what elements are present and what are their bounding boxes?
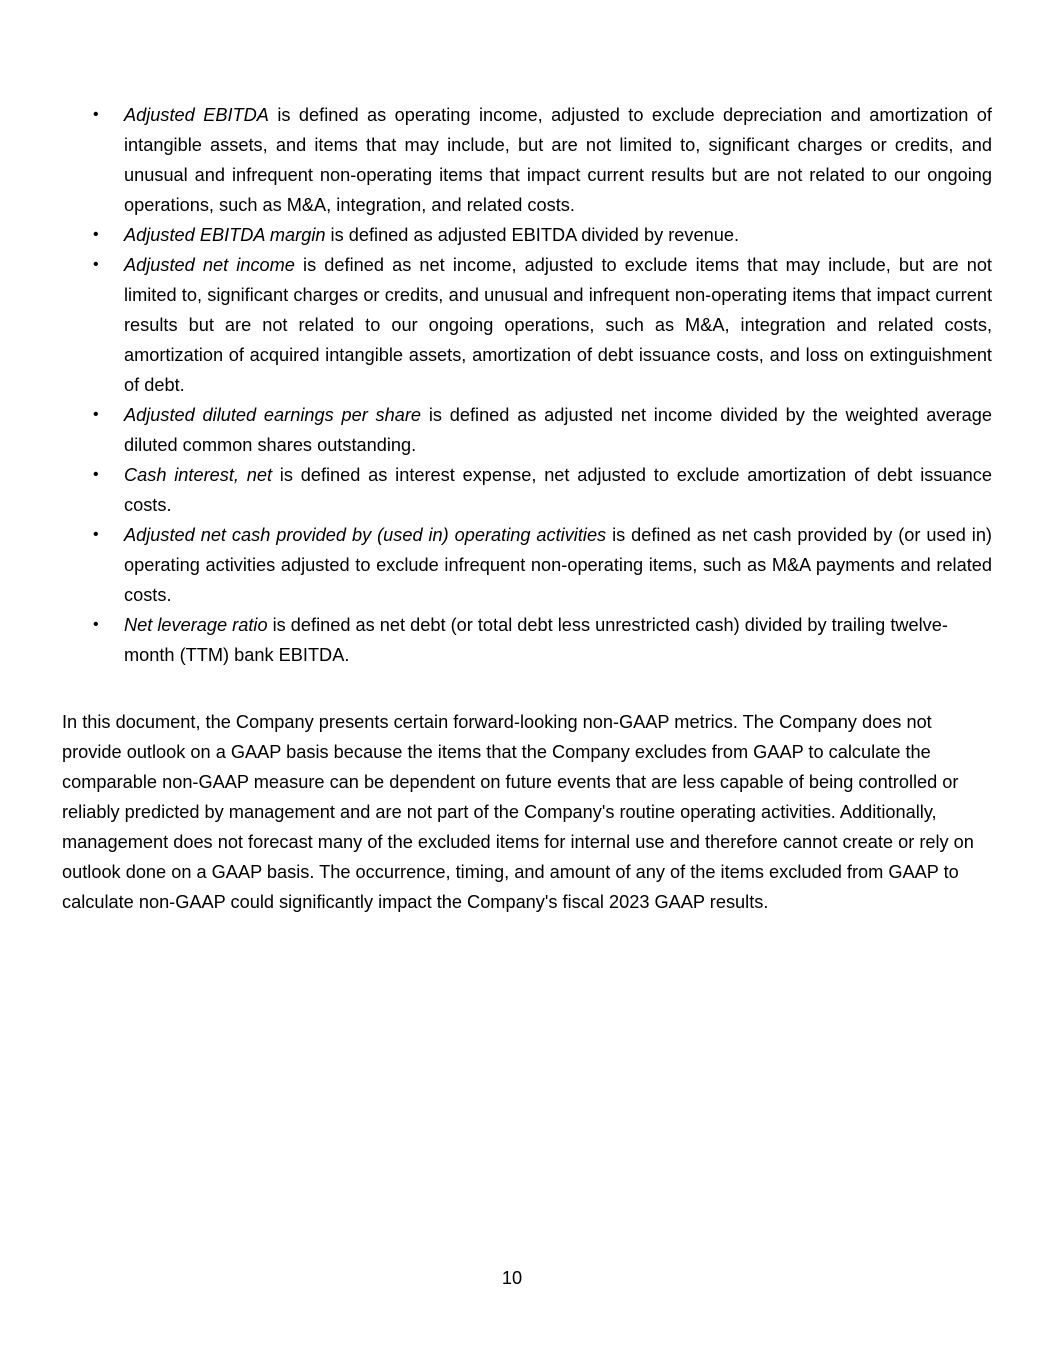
definition-text: is defined as interest expense, net adjusted to exclude amortization of debt issuance costs. [124, 465, 992, 515]
definition-adjusted-net-income [62, 250, 992, 400]
definition-text: is defined as net income, adjusted to exclude items that may include, but are not limited to, significant charges or credits, and unusual and infrequent non-operating items that impact current results but are not related to our ongoing operations, such as M&A, integration and related costs, amortization of acquired intangible assets, amortization of debt issuance costs, and loss on extinguishment of debt. [124, 255, 992, 395]
definition-adjusted-operating-cash [62, 520, 992, 610]
definition-adjusted-ebitda-margin [62, 220, 992, 250]
definition-text: is defined as operating income, adjusted to exclude depreciation and amortization of intangible assets, and items that may include, but are not limited to, significant charges or credits, and unusual and infrequent non-operating items that impact current results but are not related to our ongoing operations, such as M&A, integration, and related costs. [124, 105, 992, 215]
definition-term: Cash interest, net [124, 465, 273, 485]
definition-text: is defined as net cash provided by (or used in) operating activities adjusted to exclude infrequent non-operating items, such as M&A payments and related costs. [124, 525, 992, 605]
definition-text: is defined as adjusted EBITDA divided by revenue. [325, 225, 740, 245]
definition-term: Adjusted net income [124, 255, 295, 275]
definition-cash-interest-net [62, 460, 992, 520]
bullet-icon: • [93, 256, 99, 273]
definition-term: Adjusted EBITDA margin [124, 225, 326, 245]
definition-adjusted-ebitda [62, 100, 992, 220]
non-gaap-disclaimer-paragraph: In this document, the Company presents certain forward-looking non-GAAP metrics. The Company does not provide outlook on a GAAP basis because the items that the Company excludes from GAAP to calculate the comparable non-GAAP measure can be dependent on future events that are less capable of being controlled or reliably predicted by management and are not part of the Company's routine operating activities. Additionally, management does not forecast many of the excluded items for internal use and therefore cannot create or rely on outlook done on a GAAP basis. The occurrence, timing, and amount of any of the items excluded from GAAP to calculate non-GAAP could significantly impact the Company's fiscal 2023 GAAP results. [62, 712, 974, 912]
definition-term: Adjusted diluted earnings per share [124, 405, 422, 425]
bullet-icon: • [93, 226, 99, 243]
definition-text: is defined as adjusted net income divided by the weighted average diluted common shares outstanding. [124, 405, 992, 455]
bullet-icon: • [93, 616, 99, 633]
definition-term: Adjusted net cash provided by (used in) operating activities [124, 525, 607, 545]
bullet-icon: • [93, 526, 99, 543]
definition-text: is defined as net debt (or total debt less unrestricted cash) divided by trailing twelve-month (TTM) bank EBITDA. [124, 615, 948, 665]
definition-term: Adjusted EBITDA [124, 105, 269, 125]
definition-term: Net leverage ratio [124, 615, 268, 635]
bullet-icon: • [93, 466, 99, 483]
definition-net-leverage-ratio [62, 610, 992, 670]
page-number: 10 [501, 1268, 523, 1288]
definition-adjusted-diluted-eps [62, 400, 992, 460]
definitions-list [62, 100, 992, 670]
bullet-icon: • [93, 406, 99, 423]
bullet-icon: • [93, 106, 99, 123]
